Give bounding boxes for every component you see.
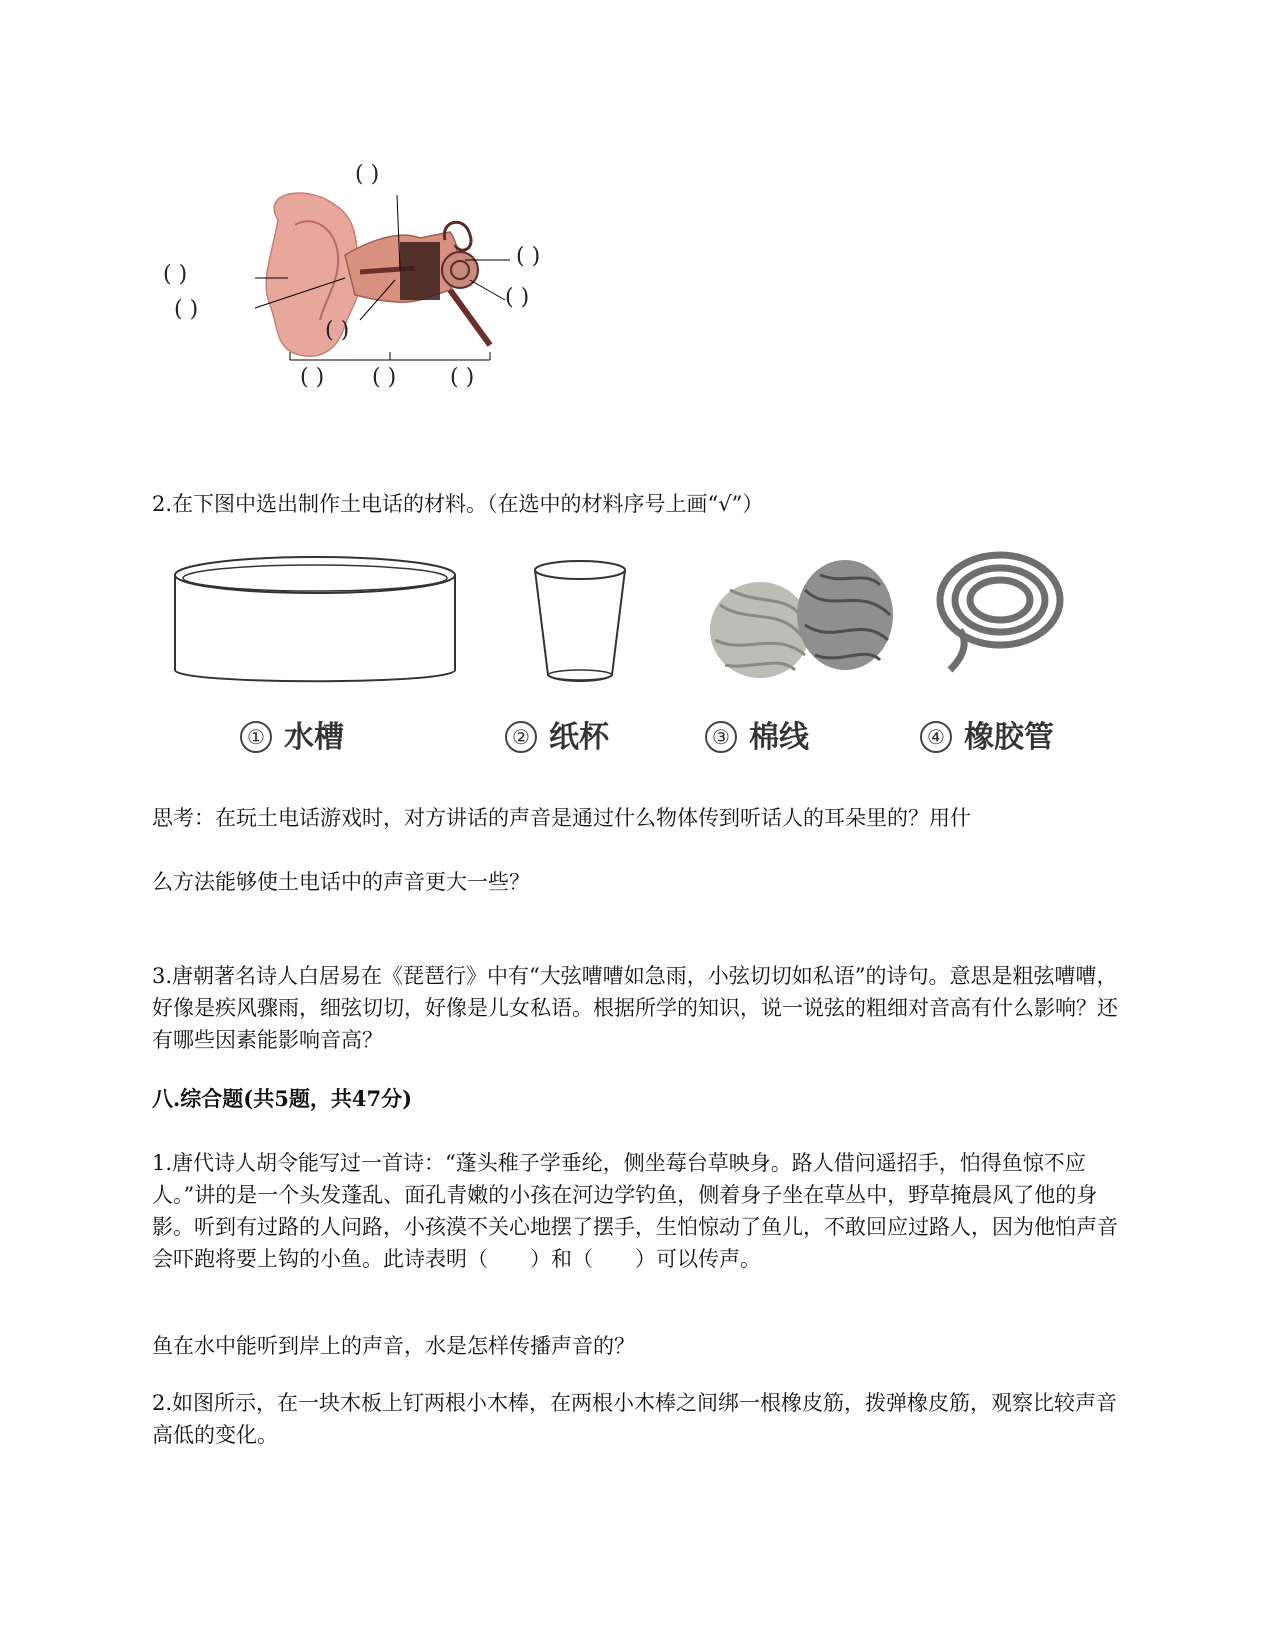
item-1-label: 水槽 — [284, 720, 344, 755]
item-3-number: ③ — [705, 721, 737, 753]
water-trough-image — [175, 557, 455, 681]
item-4-label: 橡胶管 — [964, 720, 1054, 755]
ear-diagram — [160, 160, 630, 400]
q2-think-line-1: 思考：在玩土电话游戏时，对方讲话的声音是通过什么物体传到听话人的耳朵里的？用什 — [152, 806, 971, 830]
material-item-2 — [505, 712, 609, 756]
q2-think-line-2: 么方法能够使土电话中的声音更大一些？ — [152, 870, 530, 894]
ear-blank-middle: ( ) — [325, 318, 350, 343]
item-2-number: ② — [505, 721, 537, 753]
material-item-3 — [705, 712, 809, 756]
section-8-q2-text: 2.如图所示，在一块木板上钉两根小木棒，在两根小木棒之间绑一根橡皮筋，拨弹橡皮筋，观察比较声音高低的变化。 — [152, 1391, 1118, 1447]
item-3-label: 棉线 — [749, 720, 809, 755]
material-item-1 — [240, 712, 344, 756]
material-images — [160, 545, 1120, 705]
q3-text: 3.唐朝著名诗人白居易在《琵琶行》中有“大弦嘈嘈如急雨，小弦切切如私语”的诗句。意思是粗弦嘈嘈，好像是疾风骤雨，细弦切切，好像是儿女私语。根据所学的知识，说一说弦的粗细对音高有什么影响？还有哪些因素能影响音高？ — [152, 964, 1118, 1052]
ear-blank-bottom-1: ( ) — [300, 365, 325, 390]
item-2-label: 纸杯 — [549, 720, 609, 755]
section-8-q1-text: 1.唐代诗人胡令能写过一首诗：“蓬头稚子学垂纶，侧坐莓台草映身。路人借问遥招手，怕得鱼惊不应人。”讲的是一个头发蓬乱、面孔青嫩的小孩在河边学钓鱼，侧着身子坐在草丛中，野草掩晨风了他的身影。听到有过路的人问路，小孩漠不关心地摆了摆手，生怕惊动了鱼儿，不敢回应过路人，因为他怕声音会吓跑将要上钩的小鱼。此诗表明（ ）和（ ）可以传声。 — [152, 1151, 1118, 1271]
ear-blank-bottom-2: ( ) — [372, 365, 397, 390]
item-4-number: ④ — [920, 721, 952, 753]
paper-cup-image — [535, 561, 625, 681]
q2-prompt: 2.在下图中选出制作土电话的材料。（在选中的材料序号上画“√”） — [152, 492, 764, 516]
ear-illustration — [160, 160, 630, 400]
ear-blank-right-2: ( ) — [505, 285, 530, 310]
ear-blank-right-1: ( ) — [516, 244, 541, 269]
ear-blank-left-1: ( ) — [163, 262, 188, 287]
rubber-tube-image — [940, 555, 1060, 670]
item-1-number: ① — [240, 721, 272, 753]
materials-illustration — [160, 545, 1120, 705]
cotton-thread-image — [710, 560, 893, 678]
section-8-heading: 八.综合题(共5题，共47分) — [152, 1086, 413, 1111]
section-8-q1-followup: 鱼在水中能听到岸上的声音，水是怎样传播声音的？ — [152, 1334, 635, 1358]
material-item-4 — [920, 712, 1054, 756]
ear-blank-bottom-3: ( ) — [450, 365, 475, 390]
ear-blank-left-2: ( ) — [174, 297, 199, 322]
ear-blank-top: ( ) — [355, 162, 380, 187]
